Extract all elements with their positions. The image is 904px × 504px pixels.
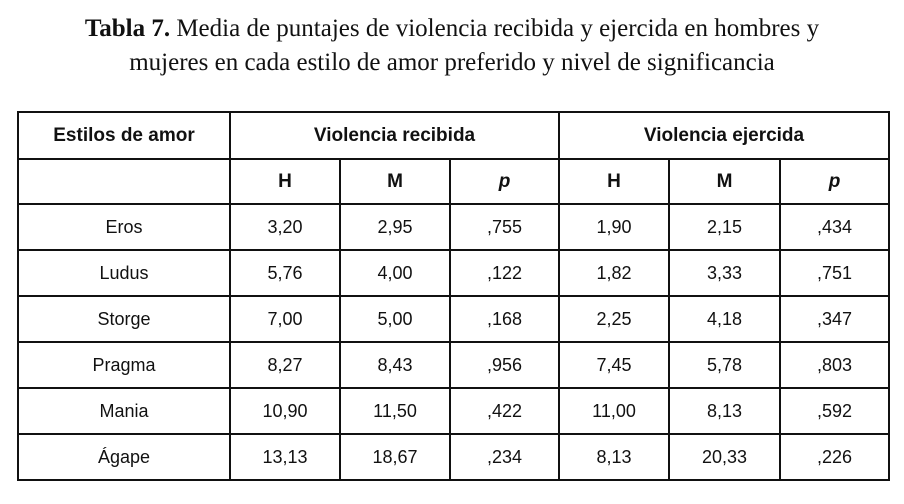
subheader-row — [18, 159, 889, 204]
table-cell: 8,27 — [230, 342, 340, 388]
table-cell: ,234 — [450, 434, 559, 480]
row-label: Eros — [18, 204, 230, 250]
table-cell: 7,45 — [559, 342, 669, 388]
table-row — [18, 388, 889, 434]
table-cell: 10,90 — [230, 388, 340, 434]
table-cell: 2,95 — [340, 204, 450, 250]
table-cell: ,122 — [450, 250, 559, 296]
table-cell: 8,13 — [559, 434, 669, 480]
table-caption — [0, 12, 904, 80]
caption-label: Tabla 7. — [84, 15, 171, 42]
table-cell: 3,20 — [230, 204, 340, 250]
column-group-violencia-recibida: Violencia recibida — [230, 112, 559, 159]
subheader-m: M — [340, 159, 450, 204]
table-row — [18, 296, 889, 342]
subheader-p: p — [450, 159, 559, 204]
caption-text-1: Media de puntajes de violencia recibida y ejercida en hombres y — [170, 15, 820, 42]
subheader-p: p — [780, 159, 889, 204]
table-cell: 4,18 — [669, 296, 780, 342]
table-cell: 1,90 — [559, 204, 669, 250]
table-cell: ,347 — [780, 296, 889, 342]
table-cell: ,803 — [780, 342, 889, 388]
table-cell: ,956 — [450, 342, 559, 388]
row-label: Ágape — [18, 434, 230, 480]
subheader-m: M — [669, 159, 780, 204]
row-label: Pragma — [18, 342, 230, 388]
table-cell: 1,82 — [559, 250, 669, 296]
table-cell: 18,67 — [340, 434, 450, 480]
table-cell: 5,78 — [669, 342, 780, 388]
table-cell: 13,13 — [230, 434, 340, 480]
table-cell: 8,43 — [340, 342, 450, 388]
table-cell: 2,15 — [669, 204, 780, 250]
table-row — [18, 342, 889, 388]
subheader-h: H — [559, 159, 669, 204]
table-cell: ,434 — [780, 204, 889, 250]
header-row — [18, 112, 889, 159]
subheader-empty — [18, 159, 230, 204]
table-row — [18, 204, 889, 250]
table-cell: 7,00 — [230, 296, 340, 342]
row-label: Mania — [18, 388, 230, 434]
subheader-h: H — [230, 159, 340, 204]
table-cell: 20,33 — [669, 434, 780, 480]
table-cell: 2,25 — [559, 296, 669, 342]
table-cell: 5,00 — [340, 296, 450, 342]
table-cell: ,168 — [450, 296, 559, 342]
row-label: Ludus — [18, 250, 230, 296]
column-header-style: Estilos de amor — [18, 112, 230, 159]
table-cell: 4,00 — [340, 250, 450, 296]
results-table — [17, 111, 890, 481]
table-cell: 11,50 — [340, 388, 450, 434]
table-cell: ,422 — [450, 388, 559, 434]
table-row — [18, 434, 889, 480]
caption-line-2: mujeres en cada estilo de amor preferido y nivel de significancia — [129, 49, 775, 76]
caption-line-1 — [0, 12, 904, 46]
table-cell: ,755 — [450, 204, 559, 250]
table-cell: 8,13 — [669, 388, 780, 434]
table-row — [18, 250, 889, 296]
column-group-violencia-ejercida: Violencia ejercida — [559, 112, 889, 159]
table-cell: ,226 — [780, 434, 889, 480]
table-cell: ,751 — [780, 250, 889, 296]
table-cell: ,592 — [780, 388, 889, 434]
table-cell: 5,76 — [230, 250, 340, 296]
table-cell: 3,33 — [669, 250, 780, 296]
table-cell: 11,00 — [559, 388, 669, 434]
row-label: Storge — [18, 296, 230, 342]
